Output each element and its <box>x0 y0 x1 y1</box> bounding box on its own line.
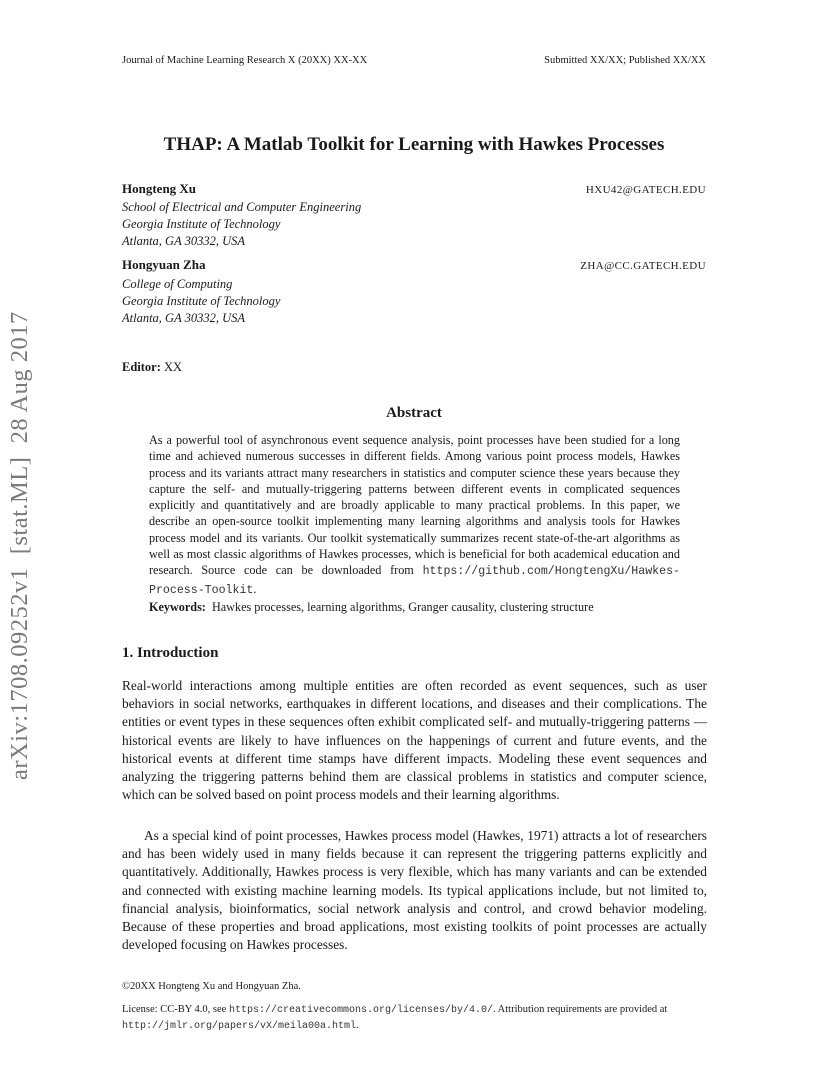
source-code-link[interactable]: https://github.com/HongtengXu/Hawkes-Process-Toolkit <box>149 565 681 597</box>
paper-title: THAP: A Matlab Toolkit for Learning with Hawkes Processes <box>163 134 665 155</box>
license-mid: . Attribution requirements are provided at <box>492 1004 668 1015</box>
keywords-label: Keywords: <box>149 600 206 614</box>
license-notice <box>122 1002 712 1034</box>
author-name: Hongteng Xu <box>122 181 197 196</box>
abstract-body <box>149 432 680 599</box>
author-affiliation <box>122 276 280 327</box>
keywords <box>149 600 709 615</box>
copyright-notice: ©20XX Hongteng Xu and Hongyuan Zha. <box>122 981 301 992</box>
abstract-text: As a powerful tool of asynchronous event sequence analysis, point processes have been studied for a long time and achieved numerous successes in different fields. Among various point process models, Hawkes process and its variants attract many researchers in statistics and computer science these years because they capture the self- and mutually-triggering patterns between different events in complicated sequences explicitly and quantitatively and are broadly applicable to many practical problems. In this paper, we describe an open-source toolkit implementing many learning algorithms and analysis tools for Hawkes process model and its variants. Our toolkit systematically summarizes recent state-of-the-art algorithms as well as most classic algorithms of Hawkes processes, which is beneficial for both academical education and research. Source code can be downloaded from <box>149 433 680 578</box>
submission-info: Submitted XX/XX; Published XX/XX <box>544 55 706 66</box>
license-link[interactable]: https://creativecommons.org/licenses/by/4.0/ <box>228 1005 493 1016</box>
abstract-heading: Abstract <box>386 405 442 421</box>
body-paragraph: Real-world interactions among multiple entities are often recorded as event sequences, such as user behaviors in social networks, earthquakes in different locations, and diseases and their complications. The entities or event types in these sequences often exhibit complicated self- and mutually-triggering patterns — historical events are likely to have influences on the happenings of current and future events, and the historical events at different time stamps have different impacts. Modeling these event sequences and analyzing the triggering patterns behind them are classical problems in statistics and computer science, which can be solved based on point process models and their learning algorithms. <box>122 678 707 803</box>
author-affiliation <box>122 199 361 250</box>
affiliation-line: School of Electrical and Computer Engineering <box>122 200 362 214</box>
section-heading: 1. Introduction <box>122 645 219 661</box>
arxiv-identifier: arXiv:1708.09252v1 [stat.ML] 28 Aug 2017 <box>6 311 33 780</box>
license-end: . <box>356 1020 359 1031</box>
editor-line <box>122 360 182 375</box>
abstract-period: . <box>253 581 257 596</box>
editor-value: XX <box>164 360 183 374</box>
editor-label: Editor: <box>122 360 161 374</box>
affiliation-line: Atlanta, GA 30332, USA <box>122 234 246 248</box>
affiliation-line: Atlanta, GA 30332, USA <box>122 311 246 325</box>
body-paragraph: As a special kind of point processes, Hawkes process model (Hawkes, 1971) attracts a lot of researchers and has been widely used in many fields because it can represent the triggering patterns explicitly and quantitatively. Additionally, Hawkes process is very flexible, which has many variants and can be extended and connected with existing machine learning models. Its typical applications include, but not limited to, financial analysis, bioinformatics, social network analysis and control, and crowd behavior modeling. Because of these properties and broad applications, most existing toolkits of point processes are actually developed focusing on Hawkes processes. <box>122 828 707 953</box>
license-prefix: License: CC-BY 4.0, see <box>122 1004 227 1015</box>
attribution-link[interactable]: http://jmlr.org/papers/vX/meila00a.html <box>122 1021 357 1032</box>
affiliation-line: Georgia Institute of Technology <box>122 294 281 308</box>
affiliation-line: College of Computing <box>122 277 233 291</box>
keywords-value: Hawkes processes, learning algorithms, Granger causality, clustering structure <box>211 600 594 614</box>
author-email[interactable]: ZHA@CC.GATECH.EDU <box>580 260 706 272</box>
author-email[interactable]: HXU42@GATECH.EDU <box>585 184 706 196</box>
journal-header: Journal of Machine Learning Research X (20XX) XX-XX <box>122 55 368 66</box>
affiliation-line: Georgia Institute of Technology <box>122 217 281 231</box>
author-name: Hongyuan Zha <box>122 257 206 272</box>
